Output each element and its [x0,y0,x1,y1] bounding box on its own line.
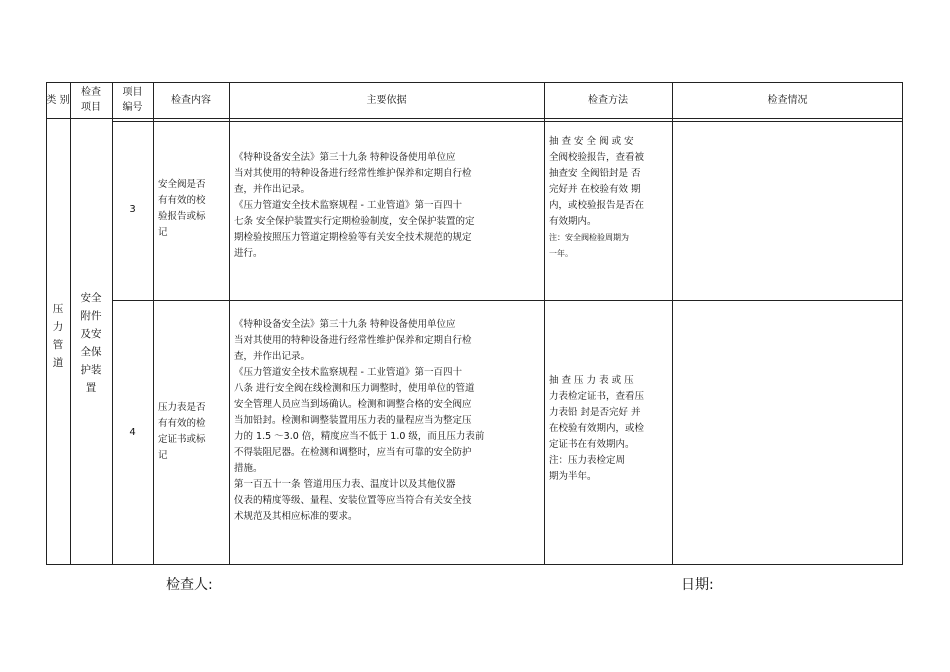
category-cell: 压 力 管 道 [52,303,64,369]
item-cell: 安全 附件 及安 全保 护装 置 [80,292,102,394]
header-no: 项目 编号 [122,87,143,113]
inspector-label: 检查人: [166,577,213,593]
date-label: 日期: [681,577,714,593]
method-text: 抽 查 安 全 阀 或 安 全阀校验报告，查看被 抽查安 全阀铅封是 否 完好并 在校验有效 期 内，或校验报告是否在 有效期内。 [549,136,645,227]
header-content: 检查内容 [171,94,211,106]
result-cell[interactable] [673,301,903,564]
header-item: 检查 项目 [81,87,101,113]
row-method: 抽 查 压 力 表 或 压 力表检定证书，查看压 力表铅 封是否完好 并 在校验有效期内，或检 定证书在有效期内。 注：压力表检定周 期为半年。 [549,375,645,482]
divider [544,82,545,565]
divider [112,82,113,565]
method-note: 注：安全阀检验周期为 一年。 [549,233,629,258]
divider [153,82,154,565]
header-result: 检查情况 [767,94,808,106]
header-method: 检查方法 [588,94,628,106]
divider [46,118,903,119]
row-content: 安全阀是否 有有效的校 验报告或标 记 [158,179,206,238]
row-number: 3 [129,204,136,215]
header-category: 类 别 [46,94,70,106]
row-basis: 《特种设备安全法》第三十九条 特种设备使用单位应 当对其使用的特种设备进行经常性维护保养和定期自行检 查，并作出记录。 《压力管道安全技术监察规程 - 工业管道》第一百四十 八条 进行安全阀在线检测和压力调整时，使用单位的管道 安全管理人员应当到场确认。检测和调整合格的安全阀应 当加铅封。检测和调整装置用压力表的量程应当为整定压 力的 1.5 ～3.0 倍，精度应当不低于 1.0 级，而且压力表前 不得装阻尼器。在检测和调整时，应当有可靠的安全防护 措施。 第一百五十一条 管道用压力表、温度计以及其他仪器 仪表的精度等级、量程、安装位置等应当符合有关安全技 术规范及其相应标准的要求。 [234,319,485,522]
row-method [549,134,671,262]
header-basis: 主要依据 [366,94,407,106]
row-content: 压力表是否 有有效的检 定证书或标 记 [158,402,206,461]
row-number: 4 [129,427,136,438]
row-basis: 《特种设备安全法》第三十九条 特种设备使用单位应 当对其使用的特种设备进行经常性维护保养和定期自行检 查，并作出记录。 《压力管道安全技术监察规程 - 工业管道》第一百四十 七条 安全保护装置实行定期检验制度，安全保护装置的定 期检验按照压力管道定期检验等有关安全技术规范的规定 进行。 [234,152,475,259]
result-cell[interactable] [673,122,903,300]
divider [229,82,230,565]
